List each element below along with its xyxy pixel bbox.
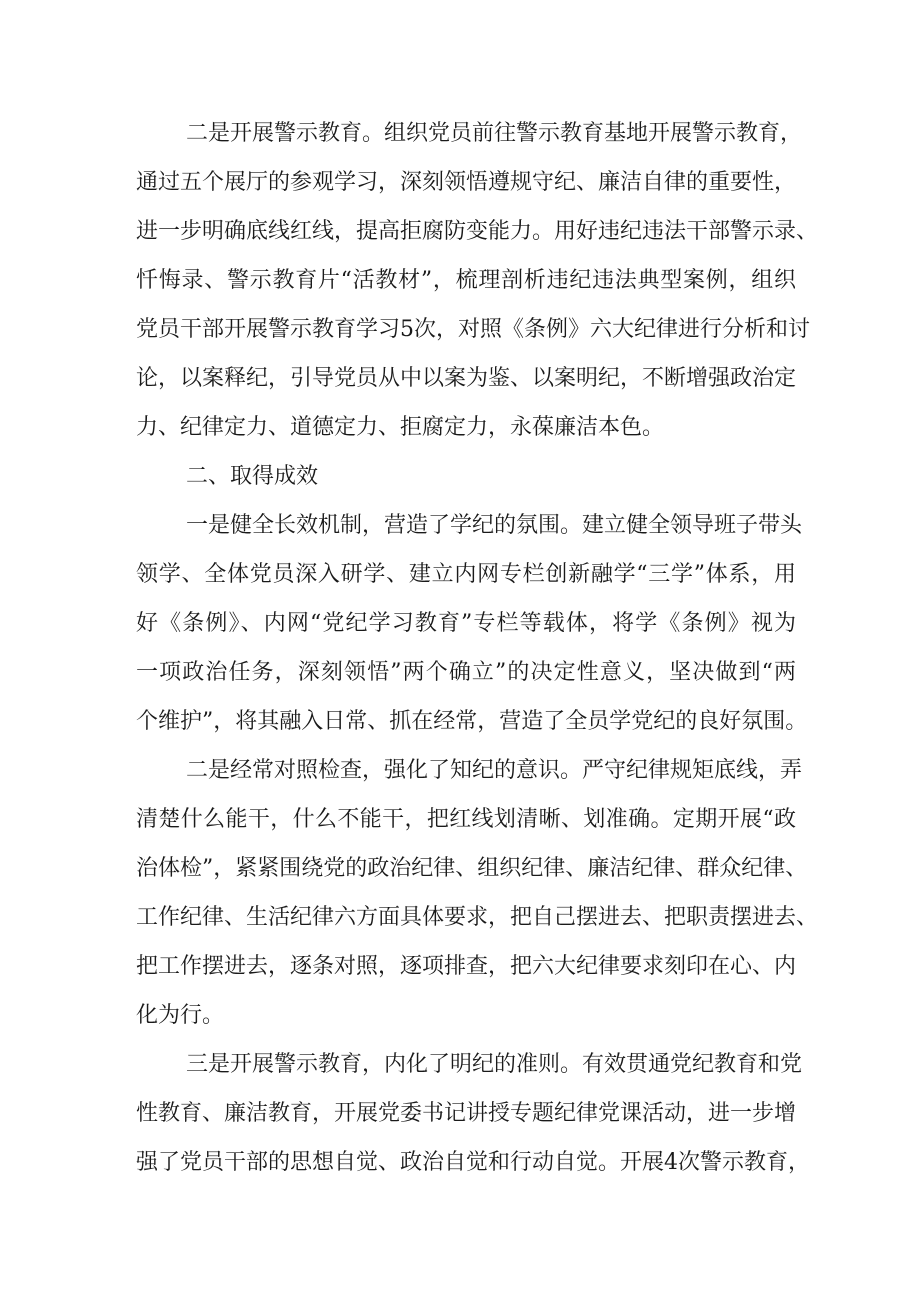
text-line: 通过五个展厅的参观学习，深刻领悟遵规守纪、廉洁自律的重要性， bbox=[136, 170, 797, 195]
text-line: 性教育、廉洁教育，开展党委书记讲授专题纪律党课活动，进一步增 bbox=[136, 1101, 797, 1126]
text-line: 领学、全体党员深入研学、建立内网专栏创新融学“三学”体系，用 bbox=[136, 562, 796, 587]
text-line: 治体检”，紧紧围绕党的政治纪律、组织纪律、廉洁纪律、群众纪律、 bbox=[136, 856, 808, 881]
text-line: 一是健全长效机制，营造了学纪的氛围。建立健全领导班子带头 bbox=[186, 513, 803, 538]
text-line: 把工作摆进去，逐条对照，逐项排查，把六大纪律要求刻印在心、内 bbox=[136, 954, 797, 979]
text-line: 清楚什么能干，什么不能干，把红线划清晰、划准确。定期开展“政 bbox=[136, 807, 796, 832]
text-line: 一项政治任务，深刻领悟”两个确立”的决定性意义，坚决做到“两 bbox=[136, 660, 796, 685]
text-line: 忏悔录、警示教育片“活教材”，梳理剖析违纪违法典型案例，组织 bbox=[136, 268, 796, 293]
text-line: 好《条例》、内网“党纪学习教育”专栏等载体，将学《条例》视为 bbox=[136, 611, 796, 636]
text-line: 强了党员干部的思想自觉、政治自觉和行动自觉。开展4次警示教育， bbox=[136, 1150, 810, 1175]
text-line: 力、纪律定力、道德定力、拒腐定力，永葆廉洁本色。 bbox=[136, 415, 665, 440]
text-line: 工作纪律、生活纪律六方面具体要求，把自己摆进去、把职责摆进去、 bbox=[136, 905, 819, 930]
text-line: 进一步明确底线红线，提高拒腐防变能力。用好违纪违法干部警示录、 bbox=[136, 219, 819, 244]
text-line: 个维护”，将其融入日常、抓在经常，营造了全员学党纪的良好氛围。 bbox=[136, 709, 808, 734]
text-line: 党员干部开展警示教育学习5次，对照《条例》六大纪律进行分析和讨 bbox=[136, 317, 810, 342]
text-line: 三是开展警示教育，内化了明纪的准则。有效贯通党纪教育和党 bbox=[186, 1052, 803, 1077]
text-line: 化为行。 bbox=[136, 1003, 225, 1028]
text-line: 二是经常对照检查，强化了知纪的意识。严守纪律规矩底线，弄 bbox=[186, 758, 803, 783]
section-heading: 二、取得成效 bbox=[186, 464, 319, 489]
text-line: 二是开展警示教育。组织党员前往警示教育基地开展警示教育， bbox=[186, 121, 803, 146]
text-line: 论，以案释纪，引导党员从中以案为鉴、以案明纪，不断增强政治定 bbox=[136, 366, 797, 391]
